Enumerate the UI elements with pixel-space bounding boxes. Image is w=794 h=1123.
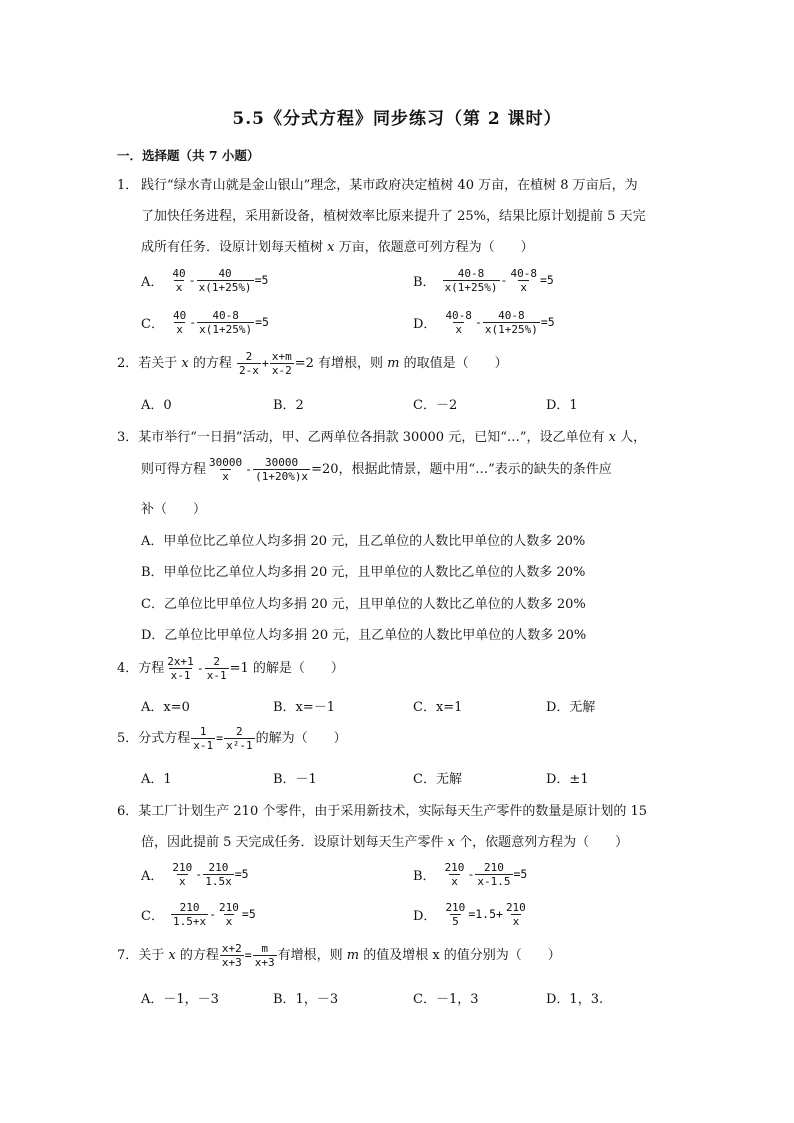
option-a[interactable]: A． $\frac{210}{x}$ - $\frac{210}{1.5x}$ =5 bbox=[141, 860, 249, 888]
question-number: 5． bbox=[117, 731, 139, 746]
question-5-options bbox=[141, 763, 661, 791]
option-b[interactable]: B． $\frac{40-8}{x(1+25\%)}$ - $\frac{40-8}{x}$ =5 bbox=[413, 266, 554, 294]
option-d[interactable]: D．1 bbox=[546, 397, 578, 413]
option-b[interactable]: B． $\frac{210}{x}$ - $\frac{210}{x-1.5}$ =5 bbox=[413, 860, 528, 888]
option-a[interactable]: A．－1，－3 bbox=[141, 991, 219, 1007]
option-c[interactable]: C．x=1 bbox=[413, 699, 463, 715]
option-d[interactable]: D．±1 bbox=[546, 771, 589, 787]
option-c[interactable]: C．乙单位比甲单位人均多捐 20 元，且甲单位的人数比乙单位的人数多 20% bbox=[141, 597, 586, 612]
option-d[interactable]: D．乙单位比甲单位人均多捐 20 元，且乙单位的人数比甲单位的人数多 20% bbox=[141, 628, 587, 643]
question-6: 6．某工厂计划生产 210 个零件，由于采用新技术，实际每天生产零件的数量是原计划的 15 bbox=[117, 804, 648, 819]
option-d[interactable]: D． $\frac{40-8}{x}$ - $\frac{40-8}{x(1+25\%)}$ =5 bbox=[413, 308, 555, 336]
option-a[interactable]: A． $\frac{40}{x}$ - $\frac{40}{x(1+25\%)}$ =5 bbox=[141, 266, 269, 294]
question-4: 4．方程 $\frac{2x+1}{x-1}$ - $\frac{2}{x-1}$ =1 的解是（ ） bbox=[117, 655, 344, 682]
option-b[interactable]: B．甲单位比乙单位人均多捐 20 元，且甲单位的人数比乙单位的人数多 20% bbox=[141, 565, 586, 580]
question-4-options bbox=[141, 691, 661, 719]
option-d[interactable]: D． $\frac{210}{5}$ =1.5+ $\frac{210}{x}$ bbox=[413, 900, 526, 928]
question-2: 2．若关于 x 的方程 $\frac{2}{2-x}$ + $\frac{x+m}{x-2}$ =2 有增根，则 m 的取值是（ ） bbox=[117, 350, 508, 377]
question-3-line-2: 则可得方程 $\frac{30000}{x}$ - $\frac{30000}{(1+20\%)x}$ =20，根据此情景，题中用“…”表示的缺失的条件应 bbox=[141, 456, 612, 483]
question-number: 7． bbox=[117, 948, 139, 963]
option-c[interactable]: C．－2 bbox=[413, 397, 458, 413]
question-1-options-row-2 bbox=[141, 308, 661, 336]
option-d[interactable]: D．无解 bbox=[546, 699, 596, 715]
option-b[interactable]: B．－1 bbox=[273, 771, 317, 787]
option-a[interactable]: A．1 bbox=[141, 771, 172, 787]
option-b[interactable]: B．x=－1 bbox=[273, 699, 336, 715]
option-c[interactable]: C． $\frac{40}{x}$ - $\frac{40-8}{x(1+25\%)}$ =5 bbox=[141, 308, 269, 336]
question-text: 践行“绿水青山就是金山银山”理念，某市政府决定植树 40 万亩，在植树 8 万亩后，为 了加快任务进程，采用新设备，植树效率比原来提升了 25%，结果比原计划提前 5 天完 成所有任务．设原计划每天植树 x 万亩，依题意可列方程为（ ） bbox=[141, 178, 646, 255]
question-7-options bbox=[141, 983, 661, 1011]
page-title: 5.5《分式方程》同步练习（第 2 课时） bbox=[232, 109, 562, 129]
question-number: 4． bbox=[117, 661, 139, 676]
section-heading: 一．选择题（共 7 小题） bbox=[117, 148, 260, 163]
question-6-options-row-1 bbox=[141, 860, 661, 888]
option-c[interactable]: C．无解 bbox=[413, 771, 462, 787]
option-b[interactable]: B．1，－3 bbox=[273, 991, 339, 1007]
option-a[interactable]: A．x=0 bbox=[141, 699, 190, 715]
question-5: 5．分式方程 $\frac{1}{x-1}$ = $\frac{2}{\text{x²-1}}$ 的解为（ ） bbox=[117, 725, 347, 752]
question-number: 6． bbox=[117, 804, 139, 819]
question-7: 7．关于 x 的方程 $\frac{x+2}{x+3}$ = $\frac{m}{x+3}$ 有增根，则 m 的值及增根 x 的值分别为（ ） bbox=[117, 942, 561, 969]
question-number: 3． bbox=[117, 430, 139, 445]
option-b[interactable]: B．2 bbox=[273, 397, 304, 413]
question-2-options bbox=[141, 389, 661, 417]
question-number: 2． bbox=[117, 356, 139, 371]
option-d[interactable]: D．1，3. bbox=[546, 991, 604, 1007]
question-1 bbox=[117, 170, 677, 263]
option-a[interactable]: A．甲单位比乙单位人均多捐 20 元，且乙单位的人数比甲单位的人数多 20% bbox=[141, 534, 586, 549]
question-3-line-3: 补（ ） bbox=[141, 502, 207, 517]
option-c[interactable]: C．－1，3 bbox=[413, 991, 479, 1007]
option-c[interactable]: C． $\frac{210}{1.5+x}$ - $\frac{210}{x}$ =5 bbox=[141, 900, 256, 928]
question-3: 3．某市举行“一日捐”活动，甲、乙两单位各捐款 30000 元，已知“…”，设乙单位有 x 人， bbox=[117, 430, 647, 445]
question-6-options-row-2 bbox=[141, 900, 661, 928]
question-1-options-row-1 bbox=[141, 266, 661, 294]
question-number: 1． bbox=[117, 178, 139, 193]
question-6-line-2: 倍，因此提前 5 天完成任务．设原计划每天生产零件 x 个，依题意列方程为（ ） bbox=[141, 835, 629, 850]
option-a[interactable]: A．0 bbox=[141, 397, 172, 413]
